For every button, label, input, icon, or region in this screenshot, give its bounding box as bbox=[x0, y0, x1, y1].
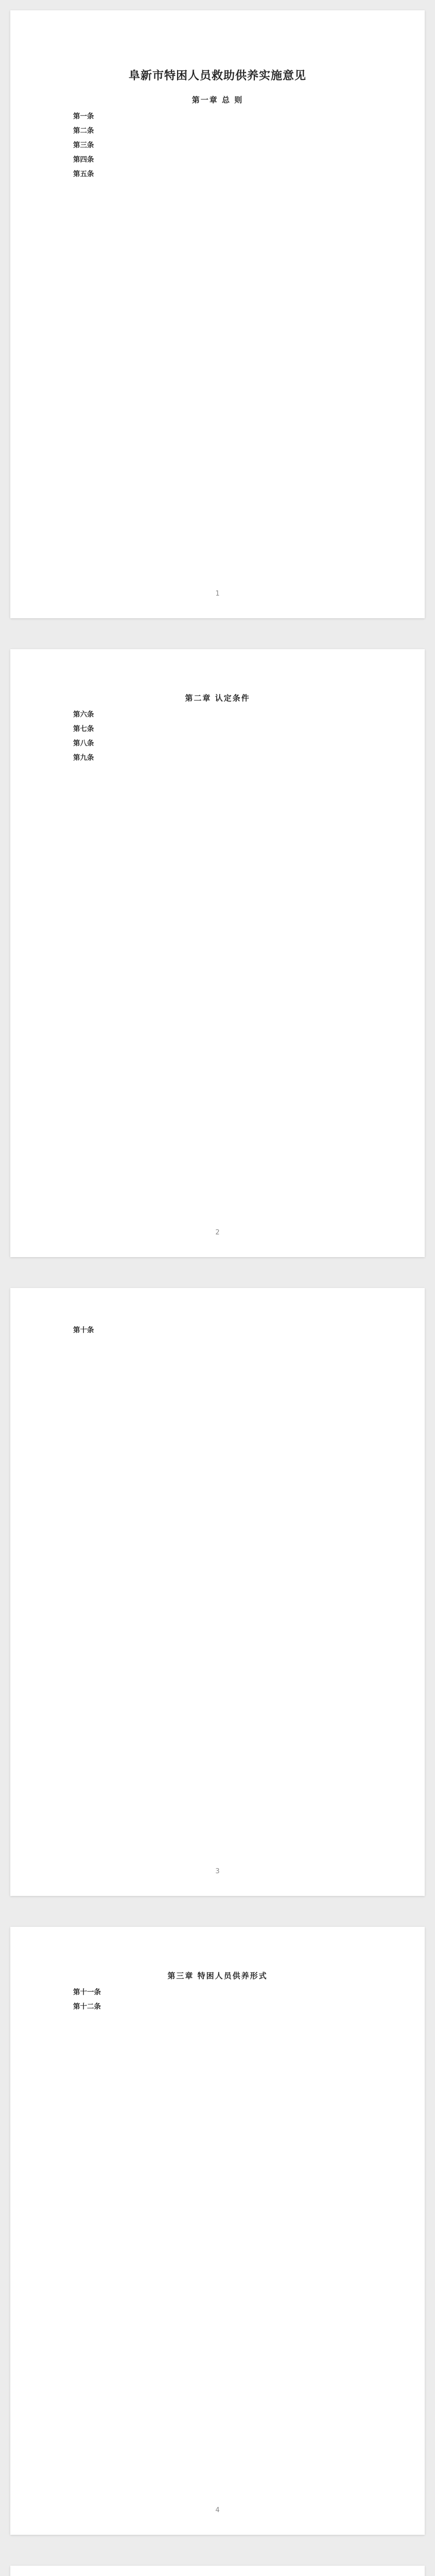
article-10-label: 第十条 bbox=[73, 1326, 94, 1334]
article-7-label: 第七条 bbox=[73, 725, 94, 733]
page-number: 3 bbox=[215, 1868, 220, 1875]
document-page-2 bbox=[10, 649, 425, 1257]
document-page-1 bbox=[10, 10, 425, 618]
article-6 bbox=[59, 708, 376, 721]
document-page-4 bbox=[10, 1927, 425, 2535]
page-number: 4 bbox=[215, 2506, 220, 2514]
article-11 bbox=[59, 1986, 376, 1999]
article-8-label: 第八条 bbox=[73, 739, 94, 748]
chapter-2-heading: 第二章 认定条件 bbox=[185, 693, 250, 703]
article-9 bbox=[59, 752, 376, 765]
document-title: 阜新市特困人员救助供养实施意见 bbox=[128, 69, 306, 82]
article-12 bbox=[59, 2001, 376, 2013]
page-number: 1 bbox=[215, 590, 220, 598]
article-9-label: 第九条 bbox=[73, 754, 94, 762]
chapter-3-heading: 第三章 特困人员供养形式 bbox=[167, 1971, 268, 1980]
article-3 bbox=[59, 139, 376, 152]
article-3-label: 第三条 bbox=[73, 141, 94, 149]
article-4-label: 第四条 bbox=[73, 156, 94, 164]
article-1-label: 第一条 bbox=[73, 112, 94, 121]
article-5 bbox=[59, 168, 376, 181]
article-2-label: 第二条 bbox=[73, 127, 94, 135]
article-10 bbox=[59, 1324, 376, 1337]
document-page-5 bbox=[10, 2566, 425, 2576]
article-6-label: 第六条 bbox=[73, 710, 94, 719]
article-1 bbox=[59, 110, 376, 123]
article-4 bbox=[59, 154, 376, 166]
article-8 bbox=[59, 737, 376, 750]
article-12-label: 第十二条 bbox=[73, 2003, 101, 2011]
article-7 bbox=[59, 723, 376, 736]
article-11-label: 第十一条 bbox=[73, 1988, 101, 1996]
article-5-label: 第五条 bbox=[73, 170, 94, 178]
page-number: 2 bbox=[215, 1229, 220, 1236]
article-2 bbox=[59, 125, 376, 138]
chapter-1-heading: 第一章 总 则 bbox=[192, 95, 243, 105]
document-page-3 bbox=[10, 1288, 425, 1896]
